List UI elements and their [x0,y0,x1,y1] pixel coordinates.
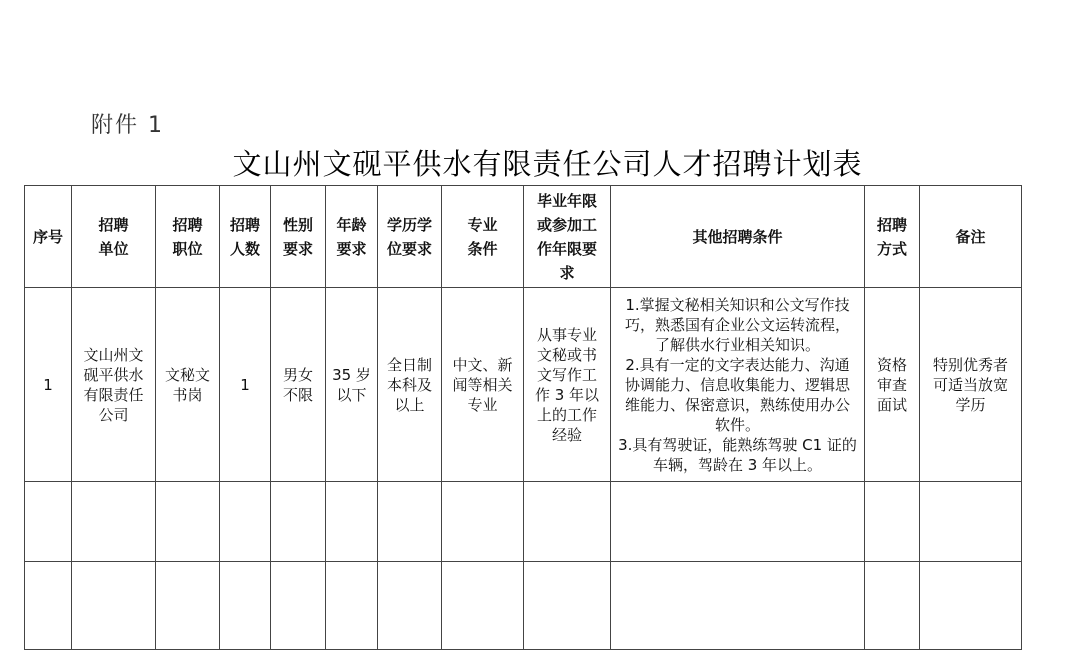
header-unit: 招聘 单位 [72,186,156,288]
header-seq: 序号 [25,186,72,288]
header-position: 招聘 职位 [156,186,220,288]
header-age: 年龄 要求 [326,186,378,288]
condition-line: 2.具有一定的文字表达能力、沟通 [625,355,850,374]
empty-row [25,562,1022,650]
empty-row [25,482,1022,562]
cell-remark: 特别优秀者 可适当放宽 学历 [920,288,1022,482]
header-major: 专业 条件 [442,186,524,288]
header-remark: 备注 [920,186,1022,288]
condition-line: 软件。 [714,415,760,434]
condition-line: 车辆，驾龄在 3 年以上。 [652,455,823,474]
condition-line: 3.具有驾驶证，能熟练驾驶 C1 证的 [618,435,857,454]
recruitment-plan-table [24,185,1022,650]
header-method: 招聘 方式 [865,186,920,288]
condition-line: 巧，熟悉国有企业公文运转流程， [624,315,850,334]
condition-line: 维能力、保密意识，熟练使用办公 [624,395,850,414]
cell-count: 1 [220,288,271,482]
cell-age: 35 岁 以下 [326,288,378,482]
table-header-row [25,186,1022,288]
cell-major: 中文、新 闻等相关 专业 [442,288,524,482]
cell-unit: 文山州文 砚平供水 有限责任 公司 [72,288,156,482]
cell-gender: 男女 不限 [271,288,326,482]
page-title: 文山州文砚平供水有限责任公司人才招聘计划表 [232,147,863,181]
condition-line: 协调能力、信息收集能力、逻辑思 [624,375,850,394]
header-gender: 性别 要求 [271,186,326,288]
cell-experience: 从事专业 文秘或书 文写作工 作 3 年以 上的工作 经验 [524,288,611,482]
cell-education: 全日制 本科及 以上 [378,288,442,482]
header-count: 招聘 人数 [220,186,271,288]
condition-line: 1.掌握文秘相关知识和公文写作技 [625,295,850,314]
table-row [25,288,1022,482]
cell-method: 资格 审查 面试 [865,288,920,482]
header-education: 学历学 位要求 [378,186,442,288]
cell-position: 文秘文 书岗 [156,288,220,482]
attachment-label: 附件 1 [91,113,164,138]
cell-seq: 1 [25,288,72,482]
cell-other-conditions [611,288,865,482]
header-experience: 毕业年限 或参加工 作年限要 求 [524,186,611,288]
header-other: 其他招聘条件 [611,186,865,288]
condition-line: 了解供水行业相关知识。 [654,335,820,354]
